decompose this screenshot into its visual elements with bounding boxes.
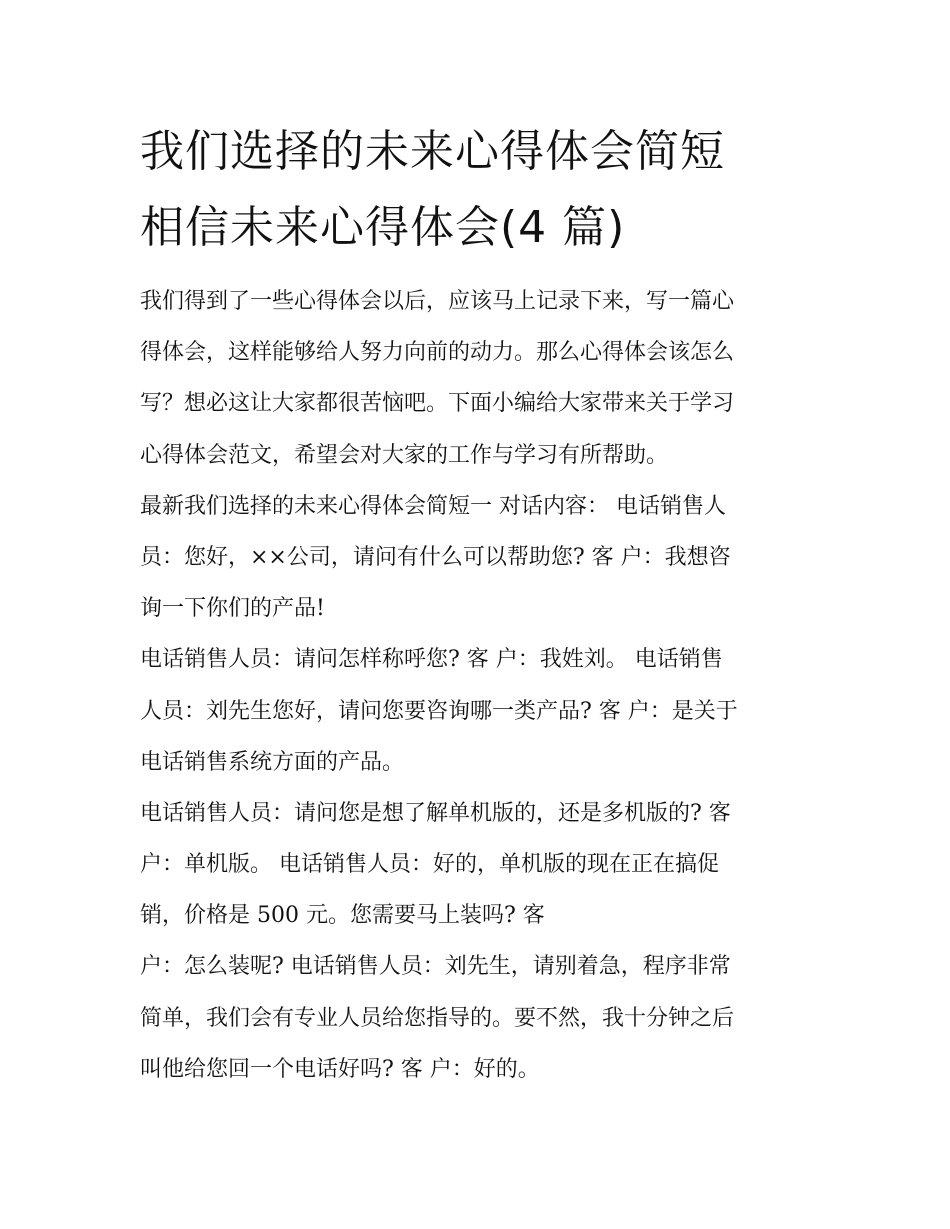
text-line: 得体会，这样能够给人努力向前的动力。那么心得体会该怎么 (140, 340, 735, 366)
text-line: 我们得到了一些心得体会以后，应该马上记录下来，写一篇心 (140, 289, 735, 314)
text-line: 户：怎么装呢? 电话销售人员：刘先生，请别着急，程序非常 (140, 954, 731, 980)
text-line: 询一下你们的产品! (140, 596, 325, 622)
title-line: 相信未来心得体会(4 篇) (140, 202, 626, 253)
text-line: 心得体会范文，希望会对大家的工作与学习有所帮助。 (140, 442, 669, 468)
text-line: 销，价格是 500 元。您需要马上装吗? 客 (140, 903, 545, 929)
text-line: 户：单机版。 电话销售人员：好的，单机版的现在正在搞促 (140, 852, 719, 878)
text-line: 电话销售系统方面的产品。 (140, 749, 405, 775)
title-line: 我们选择的未来心得体会简短 (140, 126, 725, 177)
text-line: 人员：刘先生您好，请问您要咨询哪一类产品? 客 户：是关于 (140, 698, 738, 724)
text-line: 简单，我们会有专业人员给您指导的。要不然，我十分钟之后 (140, 1005, 735, 1031)
text-line: 员：您好，××公司，请问有什么可以帮助您? 客 户：我想咨 (140, 544, 731, 570)
text-line: 最新我们选择的未来心得体会简短一 对话内容： 电话销售人 (140, 493, 726, 519)
text-line: 电话销售人员：请问您是想了解单机版的，还是多机版的? 客 (140, 800, 731, 826)
text-line: 电话销售人员：请问怎样称呼您? 客 户：我姓刘。 电话销售 (140, 647, 723, 673)
page-title (140, 114, 840, 266)
text-line: 叫他给您回一个电话好吗? 客 户：好的。 (140, 1056, 540, 1082)
body-text (140, 276, 830, 1095)
text-line: 写？想必这让大家都很苦恼吧。下面小编给大家带来关于学习 (140, 391, 735, 417)
